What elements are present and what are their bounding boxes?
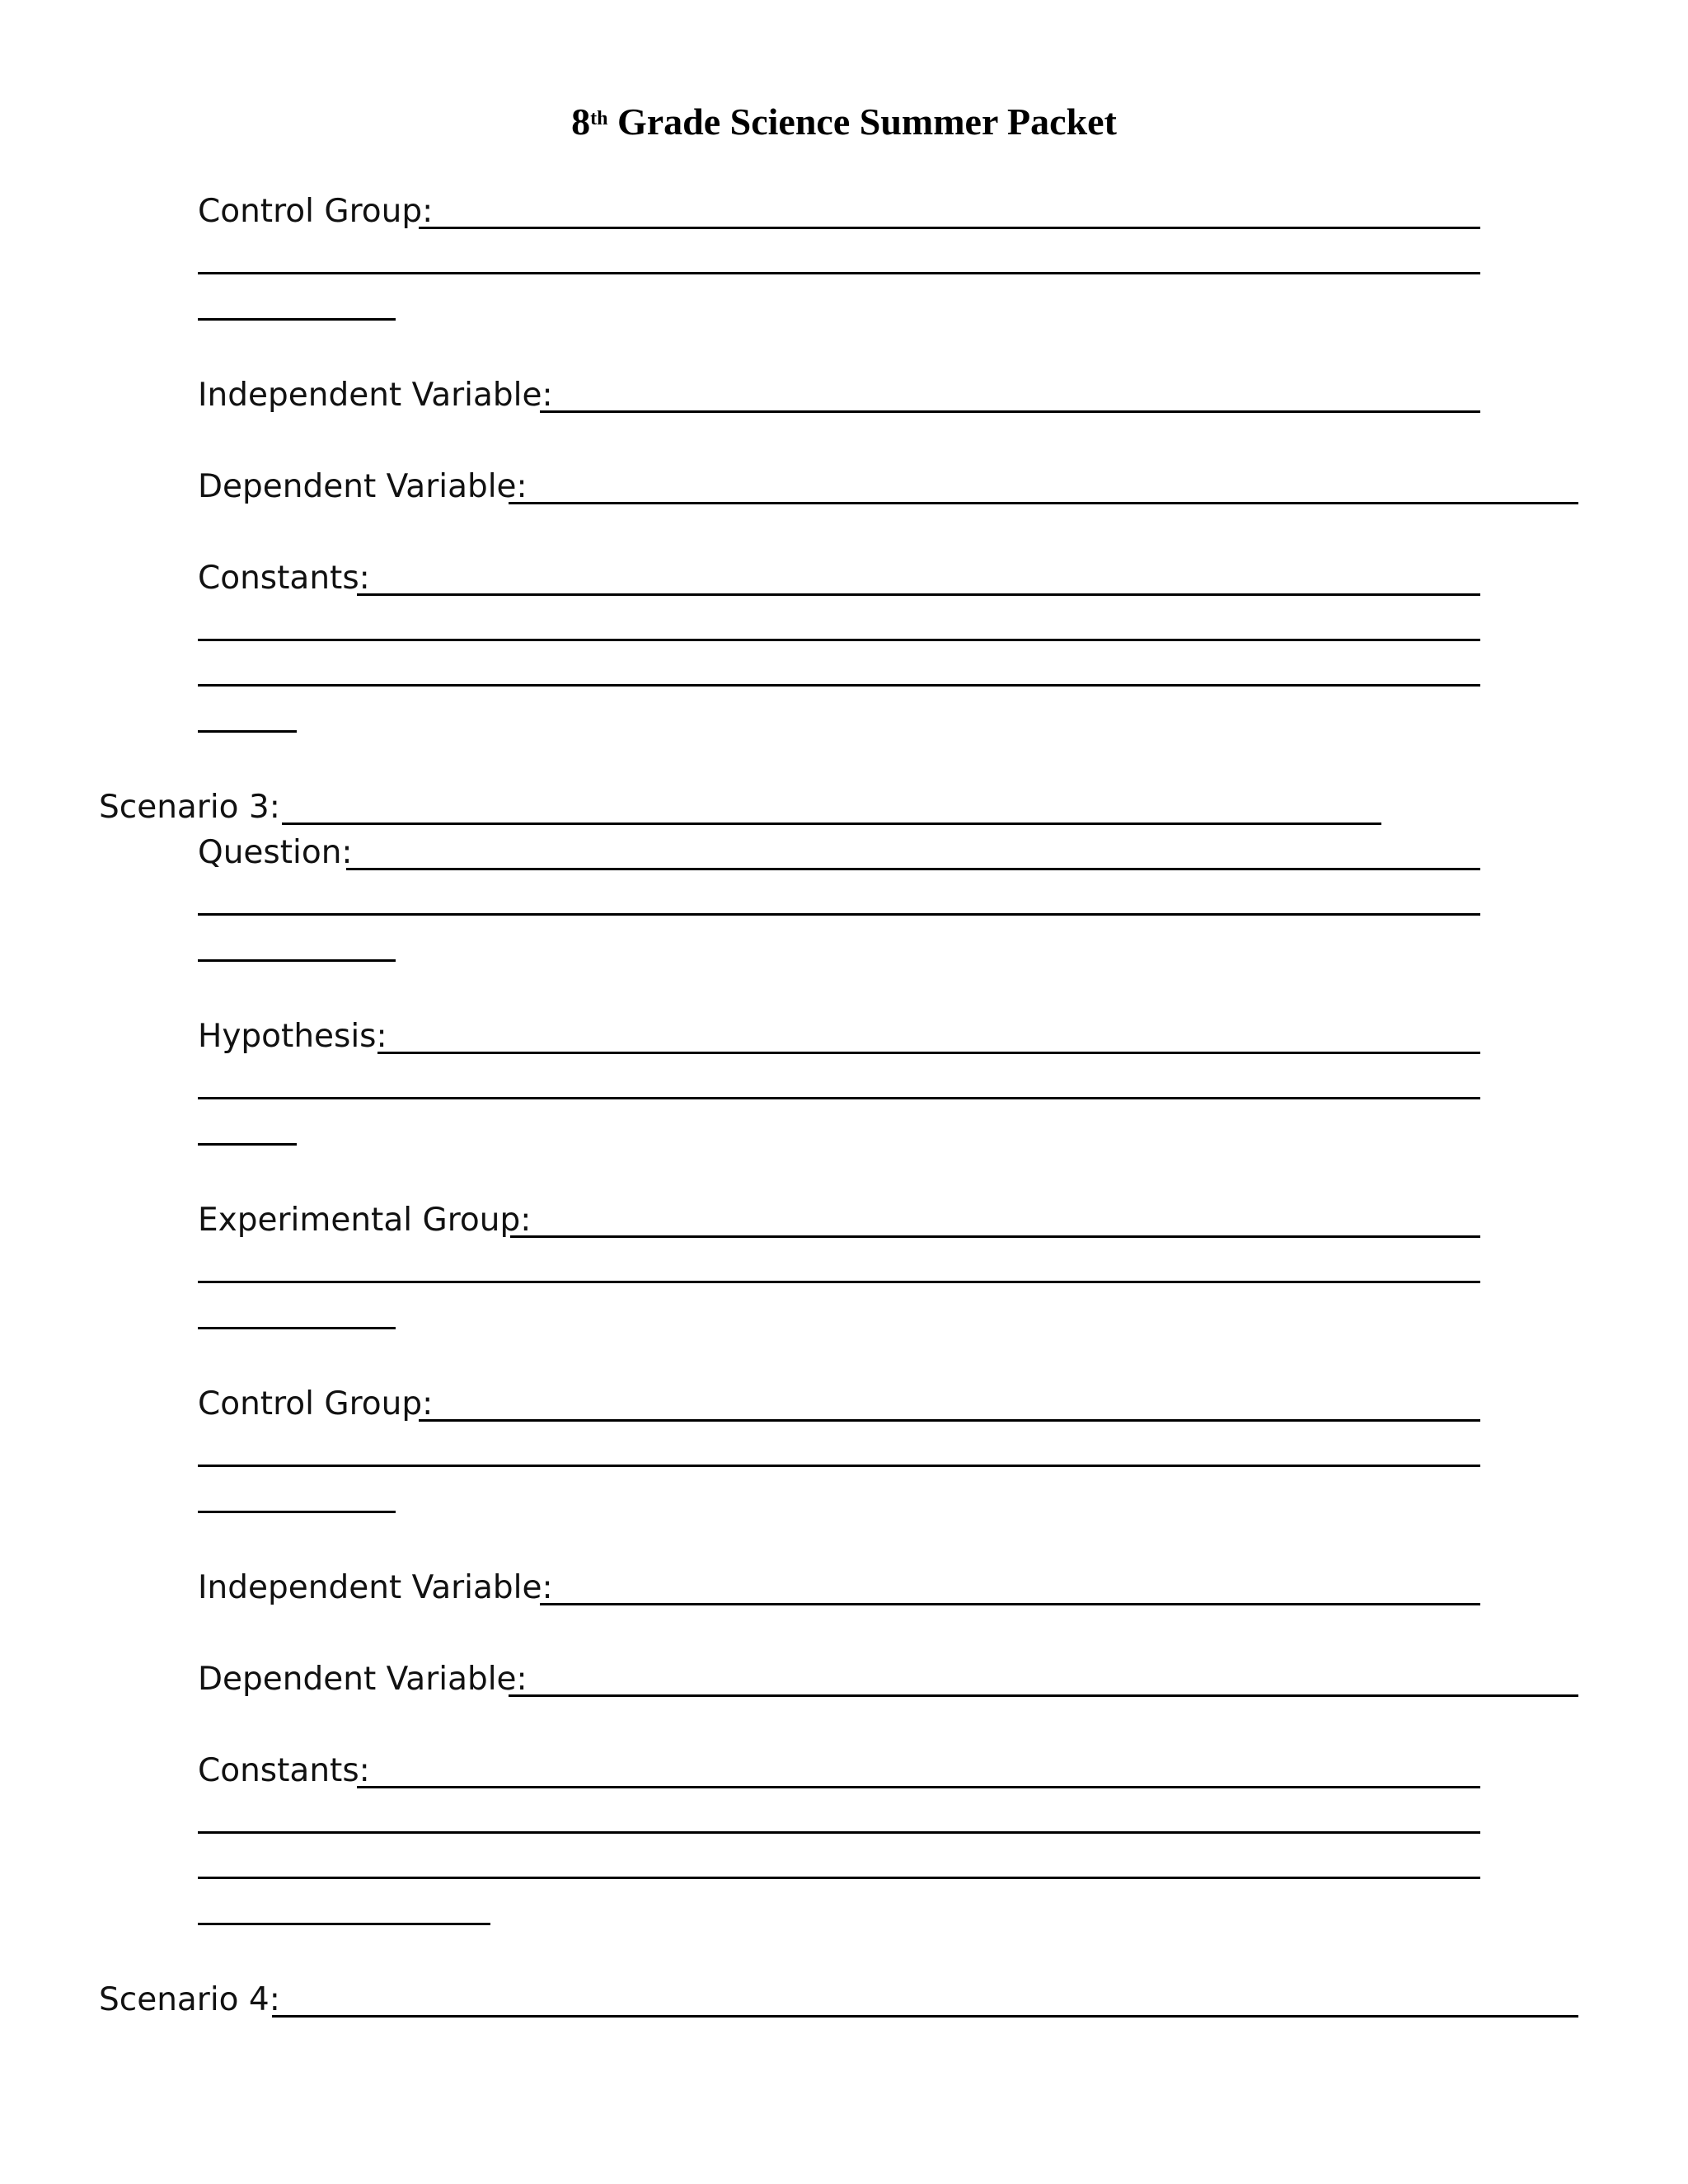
question-answer-line[interactable] [198, 913, 1480, 916]
constants-answer-line[interactable] [198, 1831, 1480, 1834]
independent-variable-answer-line[interactable] [540, 410, 1480, 413]
scenario-3-label: Scenario 3: [99, 789, 280, 826]
control-group-answer-line[interactable] [419, 227, 1480, 229]
experimental-group-answer-line[interactable] [510, 1235, 1480, 1238]
page-title [0, 97, 1688, 147]
dependent-variable-label: Dependent Variable: [198, 1661, 528, 1698]
experimental-group-answer-line[interactable] [198, 1327, 396, 1329]
dependent-variable-answer-line[interactable] [509, 502, 1578, 504]
hypothesis-answer-line[interactable] [198, 1143, 297, 1146]
constants-answer-line[interactable] [198, 1877, 1480, 1879]
constants-label: Constants: [198, 560, 370, 597]
constants-answer-line[interactable] [357, 1786, 1480, 1788]
dependent-variable-answer-line[interactable] [509, 1694, 1578, 1697]
title-text: Grade Science Summer Packet [607, 101, 1117, 143]
control-group-answer-line[interactable] [419, 1419, 1480, 1422]
control-group-answer-line[interactable] [198, 1465, 1480, 1467]
constants-answer-line[interactable] [198, 730, 297, 733]
hypothesis-label: Hypothesis: [198, 1018, 387, 1055]
scenario-4-answer-line[interactable] [272, 2015, 1578, 2018]
control-group-answer-line[interactable] [198, 318, 396, 321]
hypothesis-answer-line[interactable] [198, 1097, 1480, 1099]
constants-answer-line[interactable] [198, 639, 1480, 641]
independent-variable-label: Independent Variable: [198, 377, 553, 414]
independent-variable-answer-line[interactable] [540, 1603, 1480, 1605]
scenario-4-label: Scenario 4: [99, 1981, 280, 2018]
constants-answer-line[interactable] [198, 684, 1480, 687]
control-group-answer-line[interactable] [198, 272, 1480, 274]
experimental-group-label: Experimental Group: [198, 1202, 532, 1239]
hypothesis-answer-line[interactable] [377, 1052, 1480, 1054]
control-group-answer-line[interactable] [198, 1511, 396, 1513]
dependent-variable-label: Dependent Variable: [198, 468, 528, 505]
title-prefix: 8 [571, 101, 591, 143]
question-answer-line[interactable] [198, 959, 396, 962]
title-superscript: th [590, 108, 608, 129]
experimental-group-answer-line[interactable] [198, 1281, 1480, 1283]
question-answer-line[interactable] [346, 868, 1480, 870]
question-label: Question: [198, 834, 353, 871]
constants-label: Constants: [198, 1752, 370, 1789]
scenario-3-answer-line[interactable] [282, 823, 1381, 825]
constants-answer-line[interactable] [357, 593, 1480, 596]
control-group-label: Control Group: [198, 1385, 434, 1422]
independent-variable-label: Independent Variable: [198, 1569, 553, 1606]
control-group-label: Control Group: [198, 193, 434, 230]
constants-answer-line[interactable] [198, 1923, 490, 1925]
